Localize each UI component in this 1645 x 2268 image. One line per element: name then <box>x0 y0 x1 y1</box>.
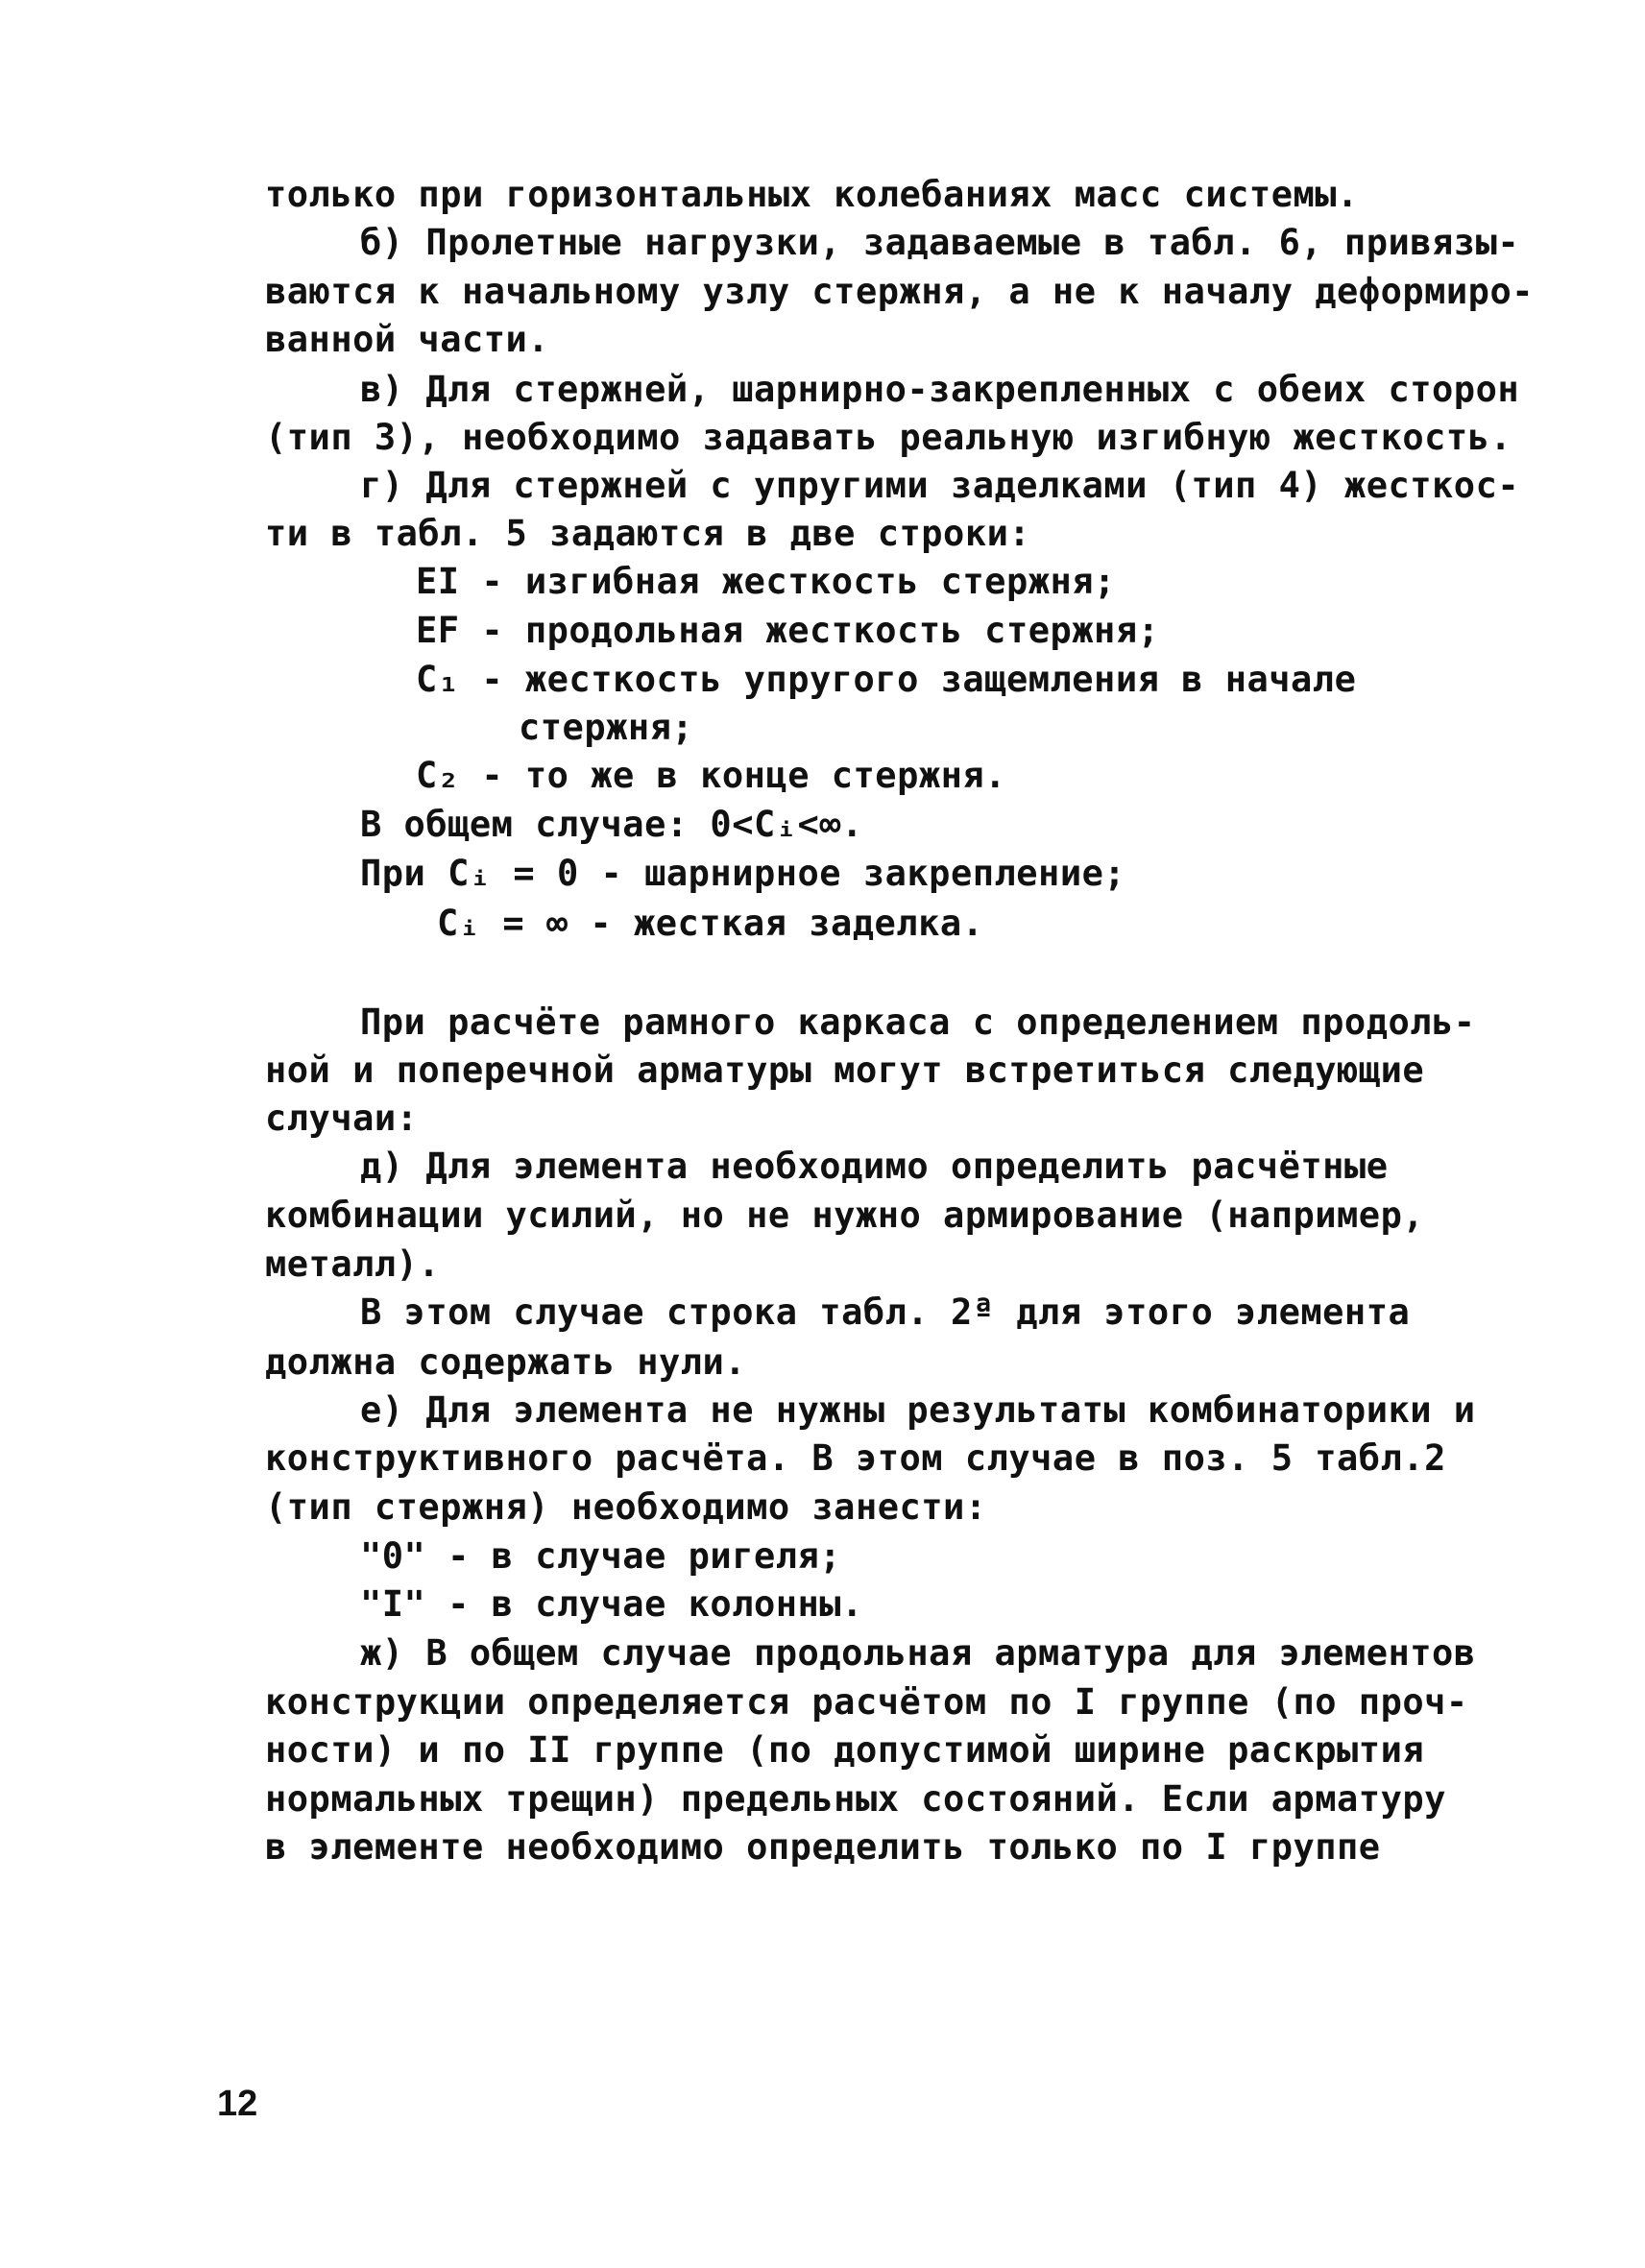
text-line-28: "0" - в случае ригеля; <box>360 1535 842 1577</box>
text-line-20: д) Для элемента необходимо определить расчётные <box>360 1146 1389 1187</box>
text-line-26: конструктивного расчёта. В этом случае в поз. 5 табл.2 <box>265 1437 1446 1479</box>
text-line-21: комбинации усилий, но не нужно армирование (например, <box>265 1194 1425 1236</box>
text-line-18: ной и поперечной арматуры могут встретиться следующие <box>265 1050 1425 1091</box>
text-line-4: ванной части. <box>265 319 550 360</box>
text-line-3: ваются к начальному узлу стержня, а не к началу деформиро- <box>265 271 1535 312</box>
text-line-12: стержня; <box>519 707 694 748</box>
text-line-13: C₂ - то же в конце стержня. <box>416 755 1006 796</box>
text-line-23: В этом случае строка табл. 2ª для этого элемента <box>360 1291 1411 1333</box>
text-line-16: Cᵢ = ∞ - жесткая заделка. <box>437 903 984 944</box>
text-line-8: ти в табл. 5 задаются в две строки: <box>265 513 1031 554</box>
text-line-2: б) Пролетные нагрузки, задаваемые в табл. 6, привязы- <box>360 222 1520 263</box>
text-line-9: EI - изгибная жесткость стержня; <box>416 561 1116 602</box>
text-line-24: должна содержать нули. <box>265 1341 747 1383</box>
text-line-6: (тип 3), необходимо задавать реальную изгибную жесткость. <box>265 417 1512 458</box>
text-line-10: EF - продольная жесткость стержня; <box>416 610 1160 651</box>
text-line-29: "I" - в случае колонны. <box>360 1583 863 1625</box>
text-line-19: случаи: <box>265 1098 419 1139</box>
text-line-25: е) Для элемента не нужны результаты комбинаторики и <box>360 1389 1476 1431</box>
text-line-34: в элементе необходимо определить только по I группе <box>265 1826 1381 1868</box>
text-line-27: (тип стержня) необходимо занести: <box>265 1486 987 1528</box>
text-line-1: только при горизонтальных колебаниях масс системы. <box>265 174 1359 215</box>
text-line-22: металл). <box>265 1243 441 1285</box>
text-line-30: ж) В общем случае продольная арматура для элементов <box>360 1632 1476 1674</box>
text-line-15: При Cᵢ = 0 - шарнирное закрепление; <box>360 853 1126 894</box>
page-number: 12 <box>217 2084 258 2124</box>
text-line-31: конструкции определяется расчётом по I группе (по проч- <box>265 1681 1468 1723</box>
text-line-32: ности) и по II группе (по допустимой ширине раскрытия <box>265 1729 1425 1771</box>
text-line-7: г) Для стержней с упругими заделками (тип 4) жесткос- <box>360 465 1520 506</box>
text-line-14: В общем случае: 0<Cᵢ<∞. <box>360 804 863 845</box>
text-line-33: нормальных трещин) предельных состояний. Если арматуру <box>265 1778 1446 1820</box>
text-line-11: C₁ - жесткость упругого защемления в начале <box>416 659 1357 700</box>
text-line-5: в) Для стержней, шарнирно-закрепленных с обеих сторон <box>360 369 1520 410</box>
text-line-17: При расчёте рамного каркаса с определением продоль- <box>360 1001 1476 1043</box>
